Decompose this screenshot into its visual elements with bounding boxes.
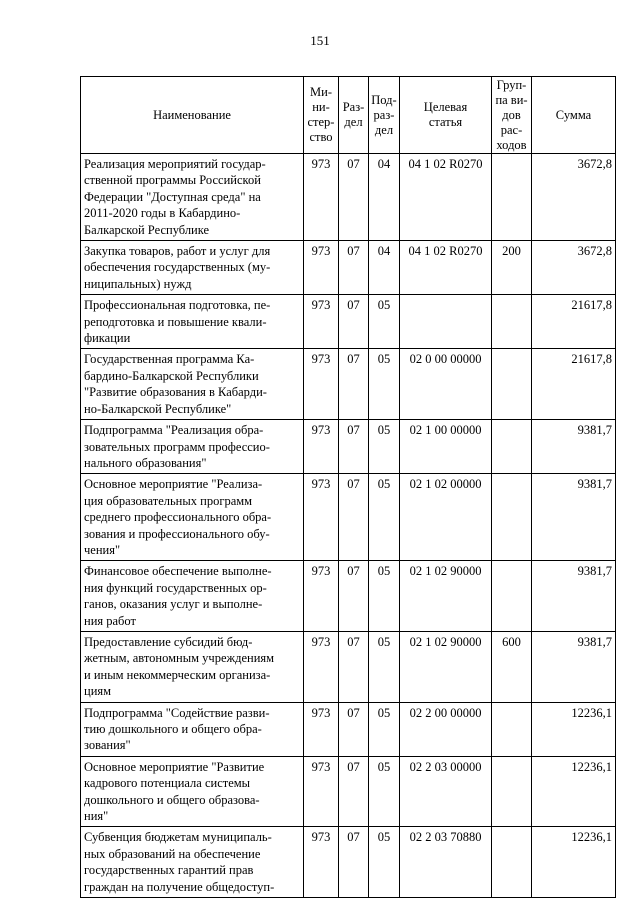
cell-target: 02 2 00 00000 — [400, 702, 492, 756]
cell-target: 04 1 02 R0270 — [400, 154, 492, 241]
header-name: Наименование — [81, 77, 304, 154]
table-row — [81, 154, 616, 241]
cell-subsection: 05 — [369, 420, 400, 474]
cell-subsection: 05 — [369, 827, 400, 898]
table-row — [81, 474, 616, 561]
cell-name: Основное мероприятие "Реализа- ция образовательных программ среднего профессионального обра- зования и профессионального обу- чения" — [81, 474, 304, 561]
cell-ministry: 973 — [304, 154, 339, 241]
cell-target: 02 2 03 00000 — [400, 756, 492, 827]
table-row — [81, 420, 616, 474]
cell-subsection: 05 — [369, 702, 400, 756]
header-subsection: Под- раз- дел — [369, 77, 400, 154]
cell-name: Подпрограмма "Содействие разви- тию дошкольного и общего обра- зования" — [81, 702, 304, 756]
cell-group — [492, 349, 532, 420]
cell-section: 07 — [339, 295, 369, 349]
cell-group — [492, 756, 532, 827]
cell-subsection: 05 — [369, 295, 400, 349]
cell-sum: 21617,8 — [532, 295, 616, 349]
cell-name: Закупка товаров, работ и услуг для обеспечения государственных (му- ниципальных) нужд — [81, 241, 304, 295]
cell-sum: 12236,1 — [532, 827, 616, 898]
cell-ministry: 973 — [304, 241, 339, 295]
cell-ministry: 973 — [304, 420, 339, 474]
cell-subsection: 05 — [369, 561, 400, 632]
cell-sum: 21617,8 — [532, 349, 616, 420]
header-ministry: Ми- ни- стер- ство — [304, 77, 339, 154]
cell-sum: 3672,8 — [532, 241, 616, 295]
cell-group — [492, 474, 532, 561]
header-sum: Сумма — [532, 77, 616, 154]
cell-subsection: 05 — [369, 474, 400, 561]
cell-ministry: 973 — [304, 474, 339, 561]
table-row — [81, 827, 616, 898]
cell-section: 07 — [339, 827, 369, 898]
cell-section: 07 — [339, 420, 369, 474]
cell-target: 02 1 02 00000 — [400, 474, 492, 561]
cell-section: 07 — [339, 561, 369, 632]
cell-section: 07 — [339, 756, 369, 827]
cell-name: Реализация мероприятий государ- ственной программы Российской Федерации "Доступная среда" на 2011-2020 годы в Кабардино- Балкарской Республике — [81, 154, 304, 241]
cell-group — [492, 154, 532, 241]
cell-subsection: 05 — [369, 756, 400, 827]
cell-target — [400, 295, 492, 349]
cell-target: 02 2 03 70880 — [400, 827, 492, 898]
cell-subsection: 04 — [369, 241, 400, 295]
cell-ministry: 973 — [304, 561, 339, 632]
cell-group — [492, 561, 532, 632]
cell-section: 07 — [339, 241, 369, 295]
cell-group — [492, 702, 532, 756]
table-header-row — [81, 77, 616, 154]
cell-name: Подпрограмма "Реализация обра- зовательных программ профессио- нального образования" — [81, 420, 304, 474]
cell-name: Государственная программа Ка- бардино-Балкарской Республики "Развитие образования в Кабарди- но-Балкарской Республике" — [81, 349, 304, 420]
cell-group: 600 — [492, 631, 532, 702]
cell-target: 02 1 02 90000 — [400, 631, 492, 702]
cell-group — [492, 295, 532, 349]
page-number: 151 — [310, 33, 330, 48]
cell-ministry: 973 — [304, 295, 339, 349]
table-row — [81, 756, 616, 827]
table-row — [81, 295, 616, 349]
cell-section: 07 — [339, 474, 369, 561]
cell-sum: 9381,7 — [532, 561, 616, 632]
cell-target: 02 1 02 90000 — [400, 561, 492, 632]
cell-target: 02 1 00 00000 — [400, 420, 492, 474]
cell-group — [492, 420, 532, 474]
cell-name: Финансовое обеспечение выполне- ния функций государственных ор- ганов, оказания услуг и выполне- ния работ — [81, 561, 304, 632]
header-target: Целевая статья — [400, 77, 492, 154]
cell-section: 07 — [339, 631, 369, 702]
cell-name: Профессиональная подготовка, пе- реподготовка и повышение квали- фикации — [81, 295, 304, 349]
cell-target: 04 1 02 R0270 — [400, 241, 492, 295]
cell-group: 200 — [492, 241, 532, 295]
cell-subsection: 04 — [369, 154, 400, 241]
table-row — [81, 702, 616, 756]
cell-name: Субвенция бюджетам муниципаль- ных образований на обеспечение государственных гарантий прав граждан на получение общедоступ- — [81, 827, 304, 898]
cell-group — [492, 827, 532, 898]
cell-ministry: 973 — [304, 827, 339, 898]
cell-ministry: 973 — [304, 702, 339, 756]
cell-sum: 9381,7 — [532, 474, 616, 561]
header-section: Раз- дел — [339, 77, 369, 154]
cell-name: Основное мероприятие "Развитие кадрового потенциала системы дошкольного и общего образова- ния" — [81, 756, 304, 827]
cell-subsection: 05 — [369, 349, 400, 420]
cell-section: 07 — [339, 349, 369, 420]
cell-ministry: 973 — [304, 631, 339, 702]
cell-target: 02 0 00 00000 — [400, 349, 492, 420]
cell-sum: 9381,7 — [532, 420, 616, 474]
table-row — [81, 349, 616, 420]
cell-sum: 9381,7 — [532, 631, 616, 702]
cell-section: 07 — [339, 702, 369, 756]
cell-ministry: 973 — [304, 349, 339, 420]
table-row — [81, 241, 616, 295]
cell-ministry: 973 — [304, 756, 339, 827]
cell-sum: 3672,8 — [532, 154, 616, 241]
cell-sum: 12236,1 — [532, 702, 616, 756]
cell-sum: 12236,1 — [532, 756, 616, 827]
table-row — [81, 631, 616, 702]
budget-table — [80, 76, 616, 898]
header-group: Груп- па ви- дов рас- ходов — [492, 77, 532, 154]
cell-subsection: 05 — [369, 631, 400, 702]
cell-section: 07 — [339, 154, 369, 241]
cell-name: Предоставление субсидий бюд- жетным, автономным учреждениям и иным некоммерческим организа- циям — [81, 631, 304, 702]
table-row — [81, 561, 616, 632]
